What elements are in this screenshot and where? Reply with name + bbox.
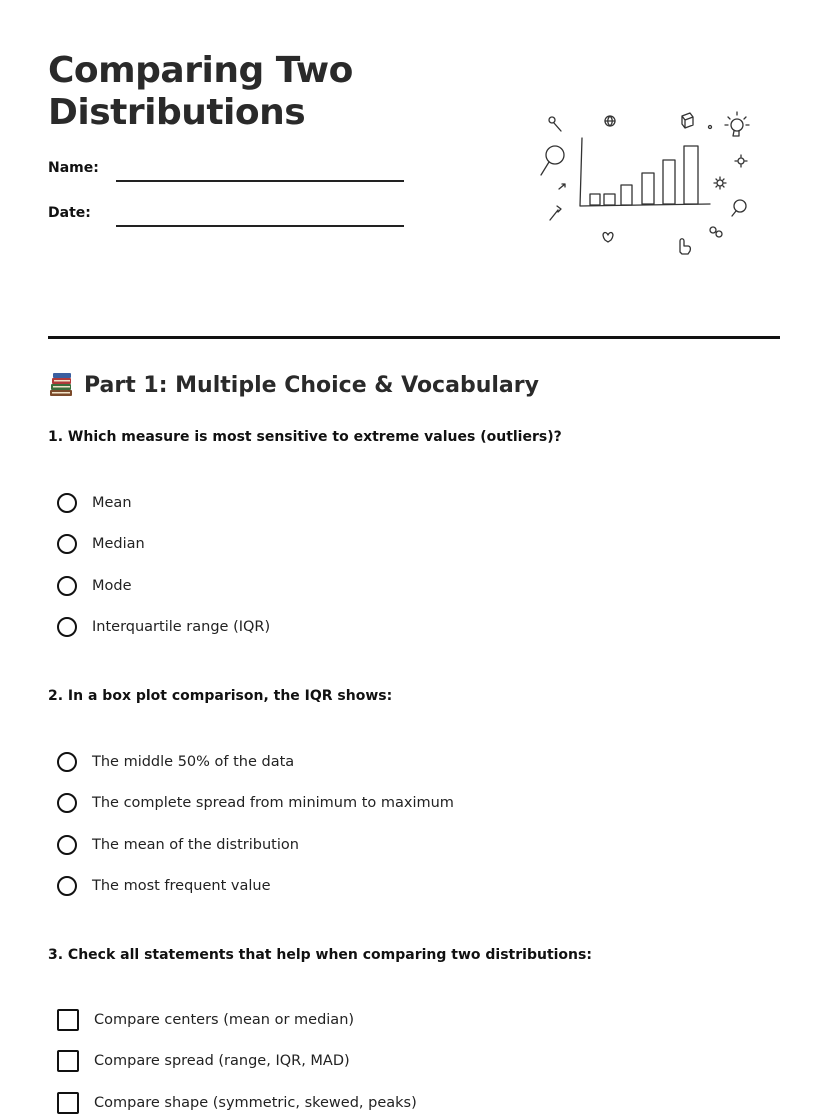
option-label: Compare spread (range, IQR, MAD) <box>94 1053 350 1069</box>
question-2: 2. In a box plot comparison, the IQR shows: <box>48 688 393 704</box>
name-label: Name: <box>48 160 99 176</box>
checkbox[interactable] <box>57 1009 79 1031</box>
q1-option-2[interactable] <box>57 532 145 556</box>
checkbox[interactable] <box>57 1092 79 1114</box>
q2-option-1[interactable] <box>57 750 294 774</box>
q2-option-4[interactable] <box>57 874 271 898</box>
part1-heading <box>48 372 539 398</box>
title-line-1: Comparing Two <box>48 50 353 91</box>
option-label: The complete spread from minimum to maximum <box>92 795 454 811</box>
books-icon <box>48 372 74 398</box>
option-label: The middle 50% of the data <box>92 754 295 770</box>
option-label: Mode <box>92 578 132 594</box>
q2-option-2[interactable] <box>57 791 454 815</box>
option-label: The mean of the distribution <box>92 837 299 853</box>
q1-option-4[interactable] <box>57 615 270 639</box>
option-label: Compare shape (symmetric, skewed, peaks) <box>94 1095 417 1111</box>
q2-option-3[interactable] <box>57 833 299 857</box>
q3-option-1[interactable] <box>57 1008 354 1032</box>
q1-option-1[interactable] <box>57 491 132 515</box>
section-divider <box>48 336 780 339</box>
question-3: 3. Check all statements that help when comparing two distributions: <box>48 947 592 963</box>
radio-button[interactable] <box>57 576 77 596</box>
radio-button[interactable] <box>57 617 77 637</box>
option-label: Compare centers (mean or median) <box>94 1012 355 1028</box>
option-label: Mean <box>92 495 132 511</box>
radio-button[interactable] <box>57 793 77 813</box>
name-input-line[interactable] <box>116 180 404 182</box>
radio-button[interactable] <box>57 876 77 896</box>
option-label: The most frequent value <box>92 878 271 894</box>
title-line-2: Distributions <box>48 92 306 133</box>
radio-button[interactable] <box>57 752 77 772</box>
checkbox[interactable] <box>57 1050 79 1072</box>
page-title <box>48 50 353 134</box>
q1-option-3[interactable] <box>57 574 132 598</box>
option-label: Interquartile range (IQR) <box>92 619 271 635</box>
q3-option-2[interactable] <box>57 1049 350 1073</box>
date-input-line[interactable] <box>116 225 404 227</box>
radio-button[interactable] <box>57 493 77 513</box>
option-label: Median <box>92 536 145 552</box>
question-1: 1. Which measure is most sensitive to extreme values (outliers)? <box>48 429 562 445</box>
q3-option-3[interactable] <box>57 1091 417 1115</box>
radio-button[interactable] <box>57 534 77 554</box>
part1-title: Part 1: Multiple Choice & Vocabulary <box>84 372 539 398</box>
bar-chart-doodle-icon <box>530 100 760 260</box>
date-label: Date: <box>48 205 91 221</box>
radio-button[interactable] <box>57 835 77 855</box>
